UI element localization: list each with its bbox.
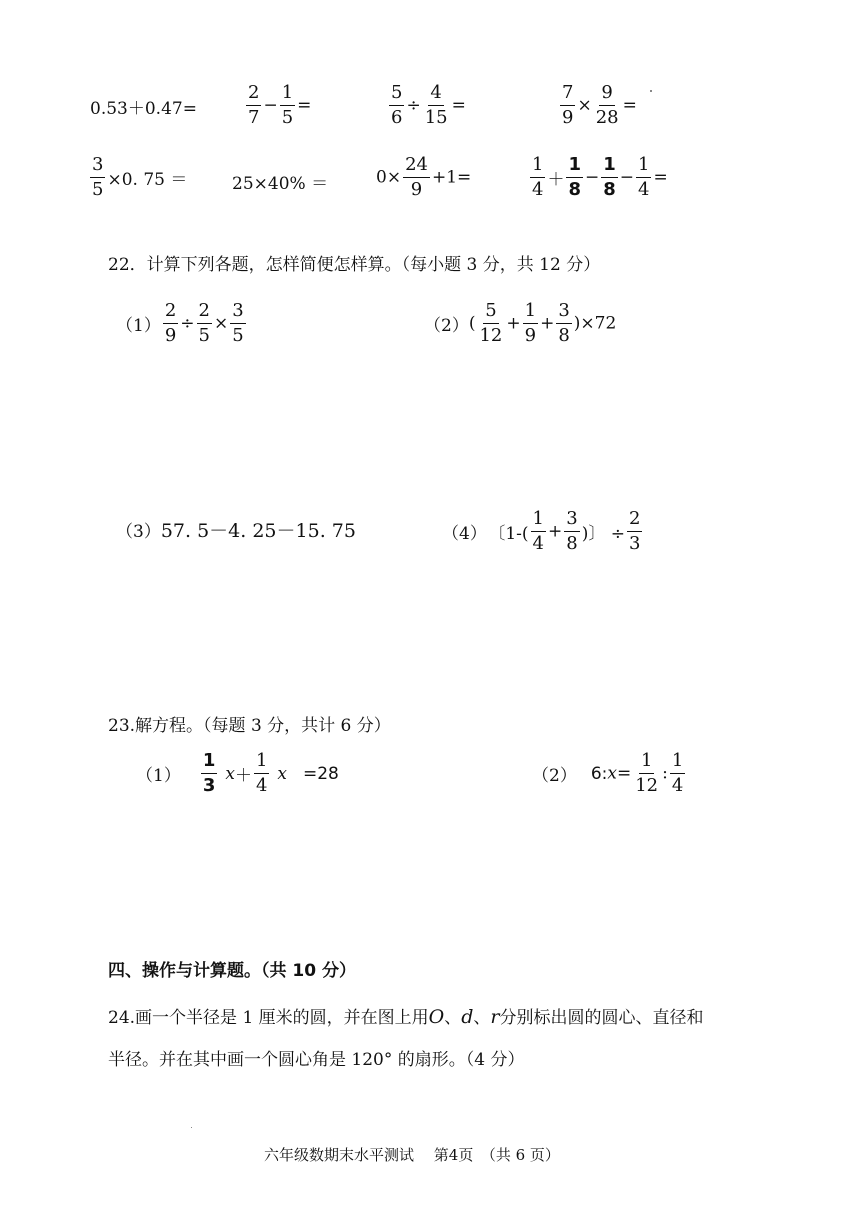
fraction: $\frac{3}{8}$ <box>566 508 578 554</box>
part-label: （1） <box>136 766 181 786</box>
question-23-title: 23.解方程。（每题 3 分，共计 6 分） <box>108 716 391 736</box>
fraction: $\frac{1}{12}$ <box>635 750 659 796</box>
question-24-line-2: 半径。并在其中画一个圆心角是 120° 的扇形。（4 分） <box>108 1050 525 1070</box>
fraction: $\frac{2}{9}$ <box>164 300 177 346</box>
q23-part-2: （2） 6:x= $\frac{1}{12}$ : $\frac{1}{4}$ <box>532 750 684 796</box>
fraction: $\frac{1}{4}$ <box>638 154 650 200</box>
fraction: $\frac{5}{12}$ <box>479 300 503 346</box>
part-label: （3） <box>116 522 161 542</box>
problem-r1-b: $\frac{2}{7}$ − $\frac{1}{5}$ = <box>248 82 312 128</box>
fraction: $\frac{5}{6}$ <box>391 82 403 128</box>
question-22-title: 22．计算下列各题，怎样简便怎样算。（每小题 3 分，共 12 分） <box>108 255 601 275</box>
fraction: $\frac{24}{9}$ <box>405 154 428 200</box>
fraction: $\frac{3}{5}$ <box>232 300 244 346</box>
fraction: $\frac{1}{8}$ <box>568 154 581 200</box>
q22-part-4: （4） 〔1-( $\frac{1}{4}$ + $\frac{3}{8}$ )〕 ÷ $\frac{2}{3}$ <box>442 508 641 554</box>
fraction: $\frac{3}{8}$ <box>558 300 570 346</box>
part-label: （2） <box>532 766 577 786</box>
fraction: $\frac{9}{28}$ <box>595 82 619 128</box>
fraction: $\frac{1}{8}$ <box>603 154 616 200</box>
q23-part-1: （1） $\frac{1}{3}$ x＋ $\frac{1}{4}$ x =28 <box>136 750 339 796</box>
problem-r2-b: 25×40% ＝ <box>232 174 329 194</box>
problem-r1-c: $\frac{5}{6}$ ÷ $\frac{4}{15}$ = <box>391 82 466 128</box>
part-label: （1） <box>116 316 161 336</box>
q22-part-1: （1） $\frac{2}{9}$ ÷ $\frac{2}{5}$ × $\frac{3}{5}$ <box>116 300 244 346</box>
part-label: （2） <box>424 316 469 336</box>
part-label: （4） <box>442 524 487 544</box>
problem-r2-c: 0× $\frac{24}{9}$ +1= <box>376 154 472 200</box>
section-4-title: 四、操作与计算题。（共 10 分） <box>108 961 356 981</box>
fraction: $\frac{3}{5}$ <box>92 154 104 200</box>
stray-mark <box>650 90 652 92</box>
problem-r1-d: $\frac{7}{9}$ × $\frac{9}{28}$ = <box>562 82 637 128</box>
fraction: $\frac{2}{3}$ <box>628 508 641 554</box>
q22-part-3: （3）57. 5－4. 25－15. 75 <box>116 520 356 542</box>
fraction: $\frac{2}{5}$ <box>198 300 210 346</box>
fraction: $\frac{4}{15}$ <box>424 82 448 128</box>
problem-r2-d: $\frac{1}{4}$ ＋ $\frac{1}{8}$ − $\frac{1}{8}$ − $\frac{1}{4}$ = <box>532 154 668 200</box>
fraction: $\frac{1}{4}$ <box>532 154 544 200</box>
fraction: $\frac{2}{7}$ <box>248 82 260 128</box>
problem-r1-a: 0.53＋0.47= <box>90 99 197 119</box>
fraction: $\frac{1}{4}$ <box>255 750 268 796</box>
fraction: $\frac{1}{9}$ <box>524 300 537 346</box>
fraction: $\frac{1}{4}$ <box>532 508 544 554</box>
page-footer: 六年级数期末水平测试 第4页 （共 6 页） <box>264 1146 560 1164</box>
fraction: $\frac{1}{5}$ <box>281 82 294 128</box>
problem-r2-a: $\frac{3}{5}$ ×0. 75 ＝ <box>92 154 188 200</box>
question-24-line-1: 24.画一个半径是 1 厘米的圆，并在图上用O、d、r分别标出圆的圆心、直径和 <box>108 1006 704 1028</box>
stray-mark <box>191 1127 192 1128</box>
fraction: $\frac{7}{9}$ <box>562 82 574 128</box>
fraction: $\frac{1}{3}$ <box>202 750 216 796</box>
fraction: $\frac{1}{4}$ <box>671 750 684 796</box>
q22-part-2: （2）( $\frac{5}{12}$ + $\frac{1}{9}$ + $\frac{3}{8}$ )×72 <box>424 300 617 346</box>
